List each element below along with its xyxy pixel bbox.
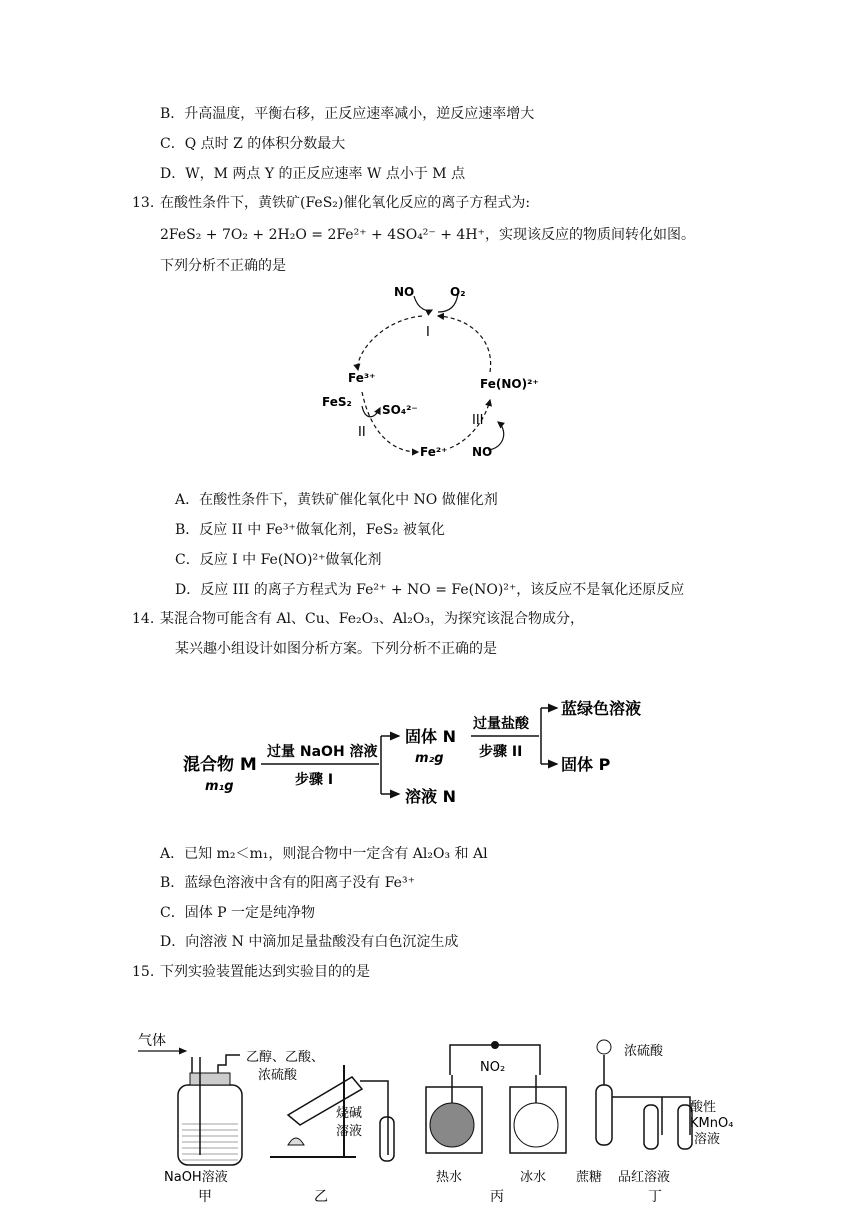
flow-solid-p: 固体 P	[561, 755, 611, 774]
flow-reagent-1: 过量 NaOH 溶液	[267, 744, 378, 760]
cycle-arc-left	[358, 316, 422, 370]
svg-text:浓硫酸: 浓硫酸	[624, 1044, 664, 1059]
label-no-top: NO	[394, 285, 415, 299]
label-no-bottom: NO	[472, 445, 493, 459]
q14-flow-diagram	[175, 690, 675, 810]
cycle-arc-bottom-left	[362, 392, 418, 452]
q13-option-b: B．反应 II 中 Fe³⁺做氧化剂，FeS₂ 被氧化	[175, 522, 445, 538]
q13-option-c: C．反应 I 中 Fe(NO)²⁺做氧化剂	[175, 552, 382, 568]
label-roman-2: II	[358, 425, 366, 440]
label-o2: O₂	[450, 285, 466, 299]
svg-text:烧碱: 烧碱	[336, 1106, 363, 1121]
svg-text:丁: 丁	[648, 1189, 662, 1205]
q14-option-d: D．向溶液 N 中滴加足量盐酸没有白色沉淀生成	[160, 934, 459, 950]
label-fe2: Fe²⁺	[420, 445, 448, 459]
flow-m2: m₂g	[415, 751, 444, 766]
label-roman-3: III	[472, 413, 484, 428]
q13-option-d: D．反应 III 的离子方程式为 Fe²⁺ + NO = Fe(NO)²⁺，该反应不是氧化还原反应	[175, 582, 685, 598]
cycle-arc-right	[438, 316, 491, 372]
label-roman-1: I	[426, 325, 430, 340]
q13-stem-1: 在酸性条件下，黄铁矿(FeS₂)催化氧化反应的离子方程式为:	[160, 195, 531, 211]
svg-text:浓硫酸: 浓硫酸	[258, 1068, 298, 1083]
svg-text:溶液: 溶液	[694, 1132, 721, 1147]
flow-blue-green: 蓝绿色溶液	[561, 699, 642, 718]
svg-text:NO₂: NO₂	[480, 1060, 506, 1075]
apparatus-yi	[246, 1049, 394, 1205]
apparatus-jia	[138, 1032, 242, 1205]
flow-solution-n: 溶液 N	[405, 787, 456, 806]
flow-m1: m₁g	[205, 779, 234, 794]
q13-cycle-diagram	[310, 280, 550, 470]
flow-step-1: 步骤 I	[295, 772, 334, 788]
q12-option-c: C．Q 点时 Z 的体积分数最大	[160, 136, 346, 152]
svg-text:溶液: 溶液	[336, 1124, 363, 1139]
q13-number: 13.	[132, 195, 155, 211]
q15-apparatus-figure	[130, 1025, 760, 1205]
svg-text:KMnO₄: KMnO₄	[690, 1116, 734, 1131]
svg-text:热水: 热水	[436, 1170, 463, 1185]
cycle-arc-bottom-right	[450, 400, 490, 448]
svg-text:酸性: 酸性	[690, 1100, 717, 1115]
flow-reagent-2: 过量盐酸	[473, 716, 529, 732]
flow-step-2: 步骤 II	[479, 744, 523, 760]
q14-stem-1: 某混合物可能含有 Al、Cu、Fe₂O₃、Al₂O₃，为探究该混合物成分，	[160, 611, 584, 627]
q15-number: 15.	[132, 964, 155, 980]
q12-option-b: B．升高温度，平衡右移，正反应速率减小，逆反应速率增大	[160, 106, 535, 122]
svg-text:丙: 丙	[490, 1189, 504, 1205]
svg-text:乙醇、乙酸、: 乙醇、乙酸、	[246, 1050, 325, 1065]
q13-equation: 2FeS₂ + 7O₂ + 2H₂O = 2Fe²⁺ + 4SO₄²⁻ + 4H⁺，实现该反应的物质间转化如图。	[160, 227, 695, 243]
flow-solid-n: 固体 N	[405, 727, 456, 746]
apparatus-bing	[426, 1041, 566, 1205]
q14-number: 14.	[132, 611, 155, 627]
svg-text:NaOH溶液: NaOH溶液	[164, 1170, 228, 1185]
svg-text:气体: 气体	[138, 1033, 166, 1049]
svg-text:品红溶液: 品红溶液	[618, 1170, 671, 1185]
q15-stem: 下列实验装置能达到实验目的的是	[160, 964, 370, 980]
label-fe-no: Fe(NO)²⁺	[480, 377, 539, 391]
label-so4: SO₄²⁻	[382, 403, 418, 417]
label-fes2: FeS₂	[322, 395, 352, 409]
q14-option-c: C．固体 P 一定是纯净物	[160, 905, 316, 921]
q14-option-a: A．已知 m₂＜m₁，则混合物中一定含有 Al₂O₃ 和 Al	[160, 846, 488, 862]
svg-text:蔗糖: 蔗糖	[576, 1170, 603, 1185]
q14-option-b: B．蓝绿色溶液中含有的阳离子没有 Fe³⁺	[160, 875, 415, 891]
svg-text:甲: 甲	[198, 1189, 212, 1205]
label-fe3: Fe³⁺	[348, 371, 376, 385]
q13-stem-2: 下列分析不正确的是	[160, 258, 286, 274]
flow-mixture: 混合物 M	[183, 755, 257, 775]
q13-option-a: A．在酸性条件下，黄铁矿催化氧化中 NO 做催化剂	[175, 492, 498, 508]
q14-stem-2: 某兴趣小组设计如图分析方案。下列分析不正确的是	[175, 641, 497, 657]
svg-text:冰水: 冰水	[520, 1170, 547, 1185]
svg-text:乙: 乙	[314, 1189, 328, 1205]
q12-option-d: D．W，M 两点 Y 的正反应速率 W 点小于 M 点	[160, 166, 466, 182]
apparatus-ding	[576, 1040, 733, 1205]
